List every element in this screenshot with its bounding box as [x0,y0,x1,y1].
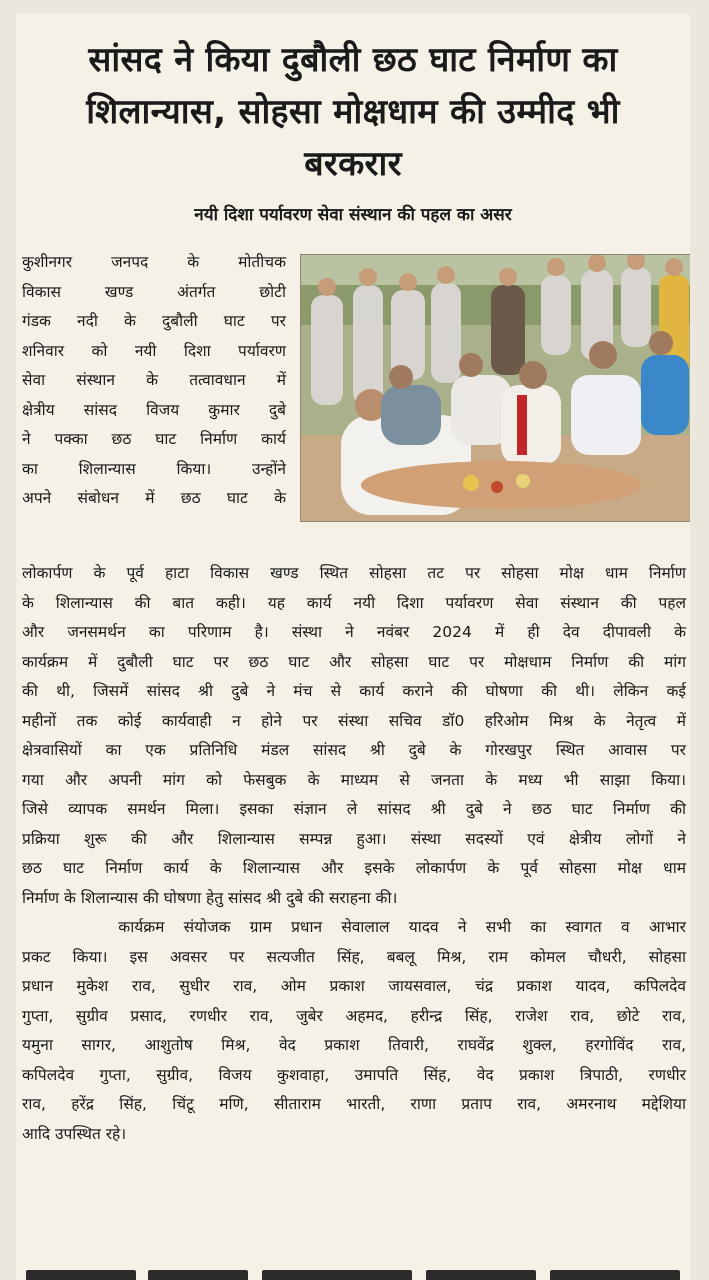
article-line: प्रकट किया। इस अवसर पर सत्यजीत सिंह, बबलू मिश्र, राम कोमल चौधरी, सोहसा [22,947,686,966]
headline-line: शिलान्यास, सोहसा मोक्षधाम की उम्मीद भी [86,92,620,132]
article-line: का शिलान्यास किया। उन्होंने [22,459,286,478]
news-photo-icon [300,254,690,522]
article-line: और जनसमर्थन का परिणाम है। संस्था ने नवंबर 2024 में ही देव दीपावली के [22,623,686,641]
article-column-text [22,248,286,514]
article-line: ने पक्का छठ घाट निर्माण कार्य [22,430,286,448]
article-line: छठ घाट निर्माण कार्य के शिलान्यास और इसके लोकार्पण के पूर्व सोहसा मोक्ष धाम [22,859,686,877]
article-line: के शिलान्यास की बात कही। यह कार्य नयी दिशा पर्यावरण सेवा संस्थान की पहल [22,593,686,612]
article-line: लोकार्पण के पूर्व हाटा विकास खण्ड स्थित सोहसा तट पर सोहसा मोक्ष धाम निर्माण [22,564,686,582]
article-paragraph-2 [22,913,686,1149]
article-line: प्रक्रिया शुरू की और शिलान्यास सम्पन्न हुआ। संस्था सदस्यों एवं क्षेत्रीय लोगों ने [22,829,686,848]
article-line: कुशीनगर जनपद के मोतीचक [22,253,286,271]
next-article-cutoff [16,1264,690,1280]
headline-line: बरकरार [304,144,402,184]
article-line: अपने संबोधन में छठ घाट के [22,489,286,507]
article-line: सेवा संस्थान के तत्वावधान में [22,371,286,389]
article-paragraph-1 [22,559,686,913]
newspaper-clipping [16,14,690,1280]
article-line: निर्माण के शिलान्यास की घोषणा हेतु सांसद श्री दुबे की सराहना की। [22,888,398,907]
article-line: क्षेत्रीय सांसद विजय कुमार दुबे [22,400,286,419]
article-line: राव, हरेंद्र सिंह, चिंटू मणि, सीताराम भारती, राणा प्रताप राव, अमरनाथ मद्देशिया [22,1095,687,1113]
article-line: विकास खण्ड अंतर्गत छोटी [22,282,286,301]
article-line: यमुना सागर, आशुतोष मिश्र, वेद प्रकाश तिवारी, राघवेंद्र शुक्ल, हरगोविंद राव, [22,1036,686,1054]
article-line: प्रधान मुकेश राव, सुधीर राव, ओम प्रकाश जायसवाल, चंद्र प्रकाश यादव, कपिलदेव [22,977,686,995]
headline [16,34,690,190]
article-line: गया और अपनी मांग को फेसबुक के माध्यम से जनता के मध्य भी साझा किया। [22,770,686,789]
article-line: कपिलदेव गुप्ता, सुग्रीव, विजय कुशवाहा, उमापति सिंह, वेद प्रकाश त्रिपाठी, रणधीर [22,1065,686,1084]
article-line: कार्यक्रम में दुबौली घाट पर छठ घाट और सोहसा घाट पर मोक्षधाम निर्माण की मांग [22,652,686,671]
article-line: शनिवार को नयी दिशा पर्यावरण [22,341,286,360]
article-line: महीनों तक कोई कार्यवाही न होने पर संस्था सचिव डॉ0 हरिओम मिश्र के नेतृत्व में [22,711,686,730]
article-line: गंडक नदी के दुबौली घाट पर [22,312,286,330]
article-line: की थी, जिसमें सांसद श्री दुबे ने मंच से कार्य कराने की घोषणा की थी। लेकिन कई [22,682,686,700]
article-line: गुप्ता, सुग्रीव प्रसाद, रणधीर राव, जुबेर अहमद, हरीन्द्र सिंह, राजेश राव, छोटे राव, [22,1006,686,1025]
article-line: जिसे व्यापक समर्थन मिला। इसका संज्ञान ले सांसद श्री दुबे ने छठ घाट निर्माण की [22,800,686,818]
subheadline: नयी दिशा पर्यावरण सेवा संस्थान की पहल का असर [194,205,512,225]
article-line: आदि उपस्थित रहे। [22,1124,127,1143]
article-line: कार्यक्रम संयोजक ग्राम प्रधान सेवालाल यादव ने सभी का स्वागत व आभार [22,918,686,936]
headline-line: सांसद ने किया दुबौली छठ घाट निर्माण का [88,40,618,80]
article-line: क्षेत्रवासियों का एक प्रतिनिधि मंडल सांसद श्री दुबे के गोरखपुर स्थित आवास पर [22,741,686,759]
